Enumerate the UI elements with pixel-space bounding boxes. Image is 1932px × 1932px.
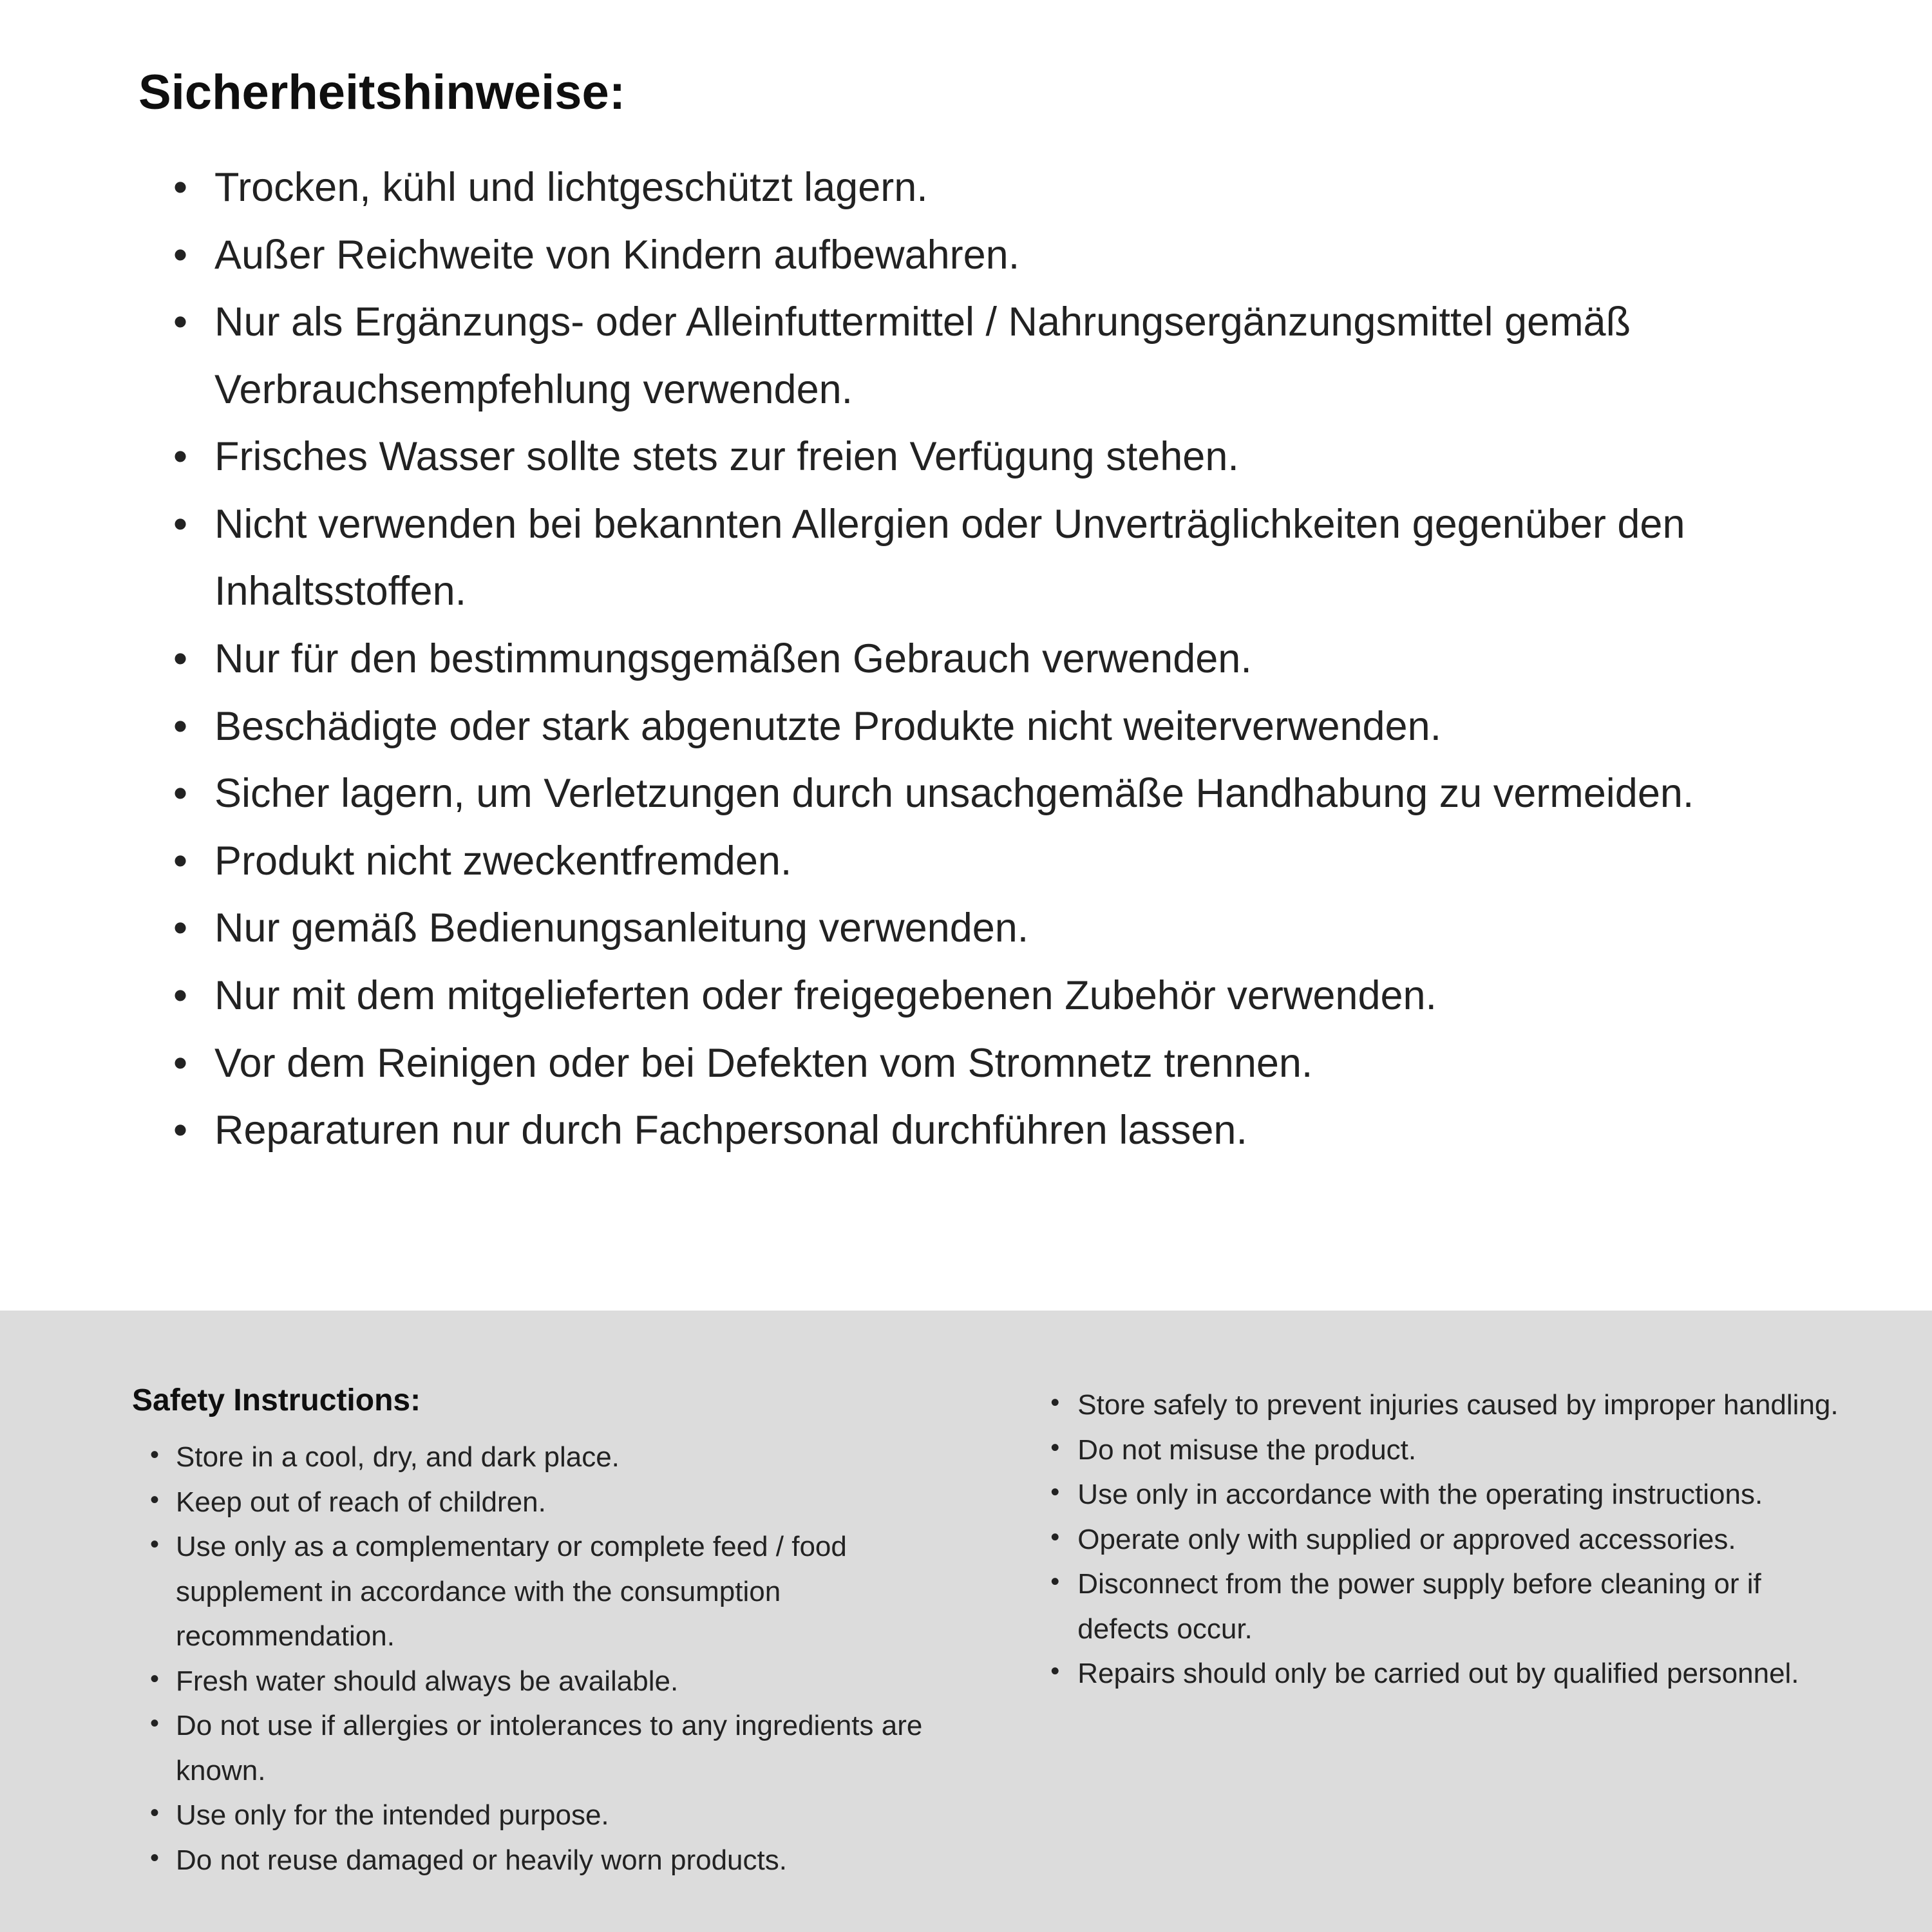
german-safety-item: • Nur für den bestimmungsgemäßen Gebrauch verwenden. — [138, 625, 1823, 693]
english-safety-item: • Do not misuse the product. — [1049, 1428, 1842, 1473]
german-safety-item: • Produkt nicht zweckentfremden. — [138, 828, 1823, 895]
english-safety-item: • Keep out of reach of children. — [132, 1480, 998, 1525]
english-safety-item: • Use only in accordance with the operating instructions. — [1049, 1472, 1842, 1517]
english-safety-list-right — [1049, 1383, 1842, 1696]
german-safety-item: • Beschädigte oder stark abgenutzte Produkte nicht weiterverwenden. — [138, 693, 1823, 761]
english-safety-item: • Disconnect from the power supply before cleaning or if defects occur. — [1049, 1562, 1842, 1651]
english-safety-item: • Repairs should only be carried out by qualified personnel. — [1049, 1651, 1842, 1696]
german-safety-item: • Nur als Ergänzungs- oder Alleinfuttermittel / Nahrungsergänzungsmittel gemäß Verbrauchsempfehlung verwenden. — [138, 289, 1823, 423]
english-safety-list-left — [132, 1435, 998, 1882]
english-left-column — [132, 1383, 998, 1932]
german-safety-item: • Reparaturen nur durch Fachpersonal durchführen lassen. — [138, 1097, 1823, 1164]
english-safety-item: • Store safely to prevent injuries caused by improper handling. — [1049, 1383, 1842, 1428]
english-safety-heading: Safety Instructions: — [132, 1383, 421, 1417]
english-safety-item: • Operate only with supplied or approved accessories. — [1049, 1517, 1842, 1562]
english-safety-item: • Do not reuse damaged or heavily worn products. — [132, 1838, 998, 1883]
english-safety-item: • Use only for the intended purpose. — [132, 1793, 998, 1838]
german-safety-item: • Nur mit dem mitgelieferten oder freigegebenen Zubehör verwenden. — [138, 962, 1823, 1030]
english-safety-item: • Do not use if allergies or intolerances to any ingredients are known. — [132, 1703, 998, 1793]
german-safety-item: • Frisches Wasser sollte stets zur freien Verfügung stehen. — [138, 423, 1823, 491]
german-safety-item: • Außer Reichweite von Kindern aufbewahren. — [138, 222, 1823, 289]
german-safety-item: • Sicher lagern, um Verletzungen durch unsachgemäße Handhabung zu vermeiden. — [138, 760, 1823, 828]
english-safety-item: • Use only as a complementary or complete feed / food supplement in accordance with the consumption recommendation. — [132, 1524, 998, 1659]
english-safety-item: • Fresh water should always be available. — [132, 1659, 998, 1704]
german-safety-item: • Nur gemäß Bedienungsanleitung verwenden. — [138, 895, 1823, 962]
german-safety-item: • Vor dem Reinigen oder bei Defekten vom Stromnetz trennen. — [138, 1030, 1823, 1097]
english-safety-section — [0, 1311, 1932, 1932]
german-safety-list — [138, 154, 1823, 1164]
german-safety-heading: Sicherheitshinweise: — [138, 65, 626, 120]
german-safety-item: • Trocken, kühl und lichtgeschützt lagern. — [138, 154, 1823, 222]
english-safety-item: • Store in a cool, dry, and dark place. — [132, 1435, 998, 1480]
english-right-column — [1049, 1383, 1842, 1932]
german-safety-item: • Nicht verwenden bei bekannten Allergien oder Unverträglichkeiten gegenüber den Inhaltsstoffen. — [138, 491, 1823, 625]
